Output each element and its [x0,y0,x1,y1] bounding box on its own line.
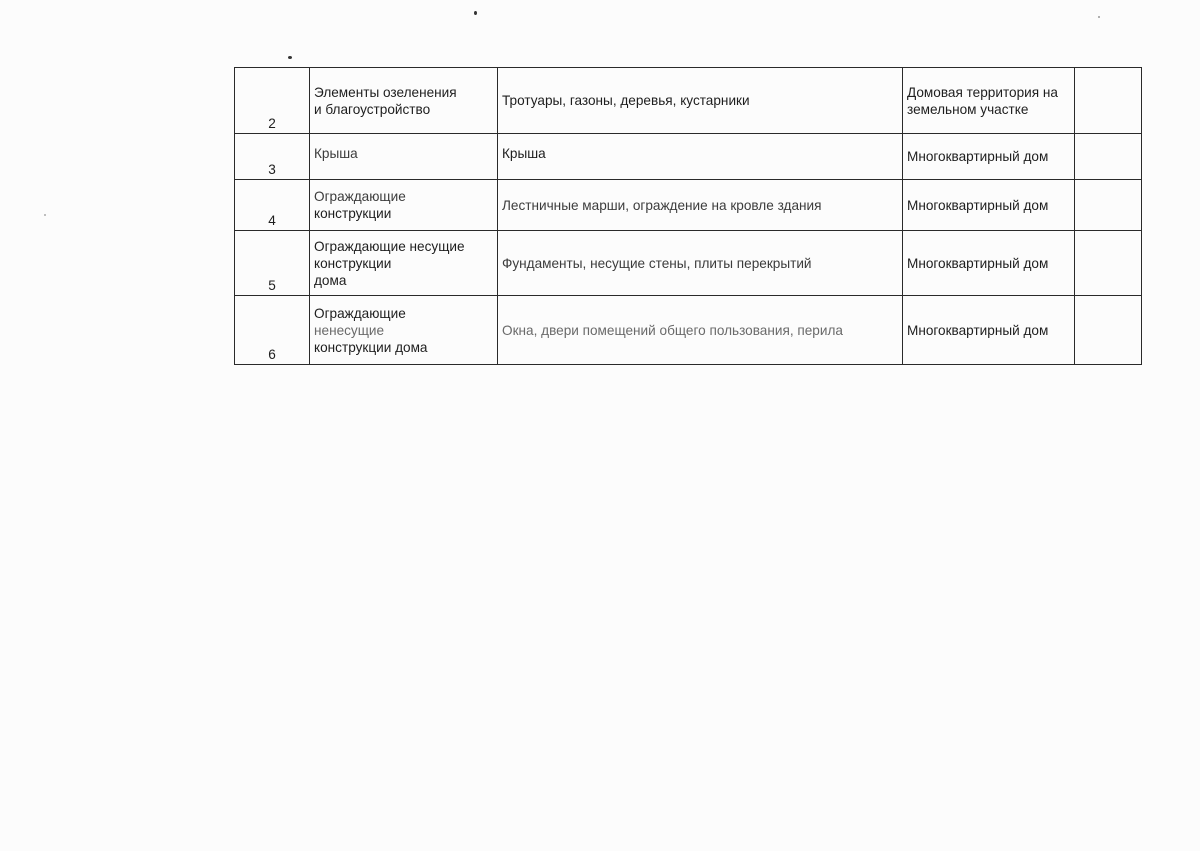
element-cell: Ограждающие несущие конструкции дома [310,231,498,296]
element-cell: Ограждающие конструкции [310,180,498,231]
row-number: 2 [235,68,310,134]
element-cell: Крыша [310,134,498,180]
empty-cell [1075,296,1142,365]
empty-cell [1075,134,1142,180]
document-table [234,67,1142,365]
table-row [235,231,1142,296]
components-cell: Фундаменты, несущие стены, плиты перекрытий [498,231,903,296]
row-number: 6 [235,296,310,365]
scan-speck [1098,16,1100,18]
table-row [235,296,1142,365]
empty-cell [1075,180,1142,231]
components-cell: Тротуары, газоны, деревья, кустарники [498,68,903,134]
table-row [235,68,1142,134]
element-cell: Элементы озеленения и благоустройство [310,68,498,134]
location-cell: Многоквартирный дом [903,231,1075,296]
location-cell: Многоквартирный дом [903,296,1075,365]
empty-cell [1075,231,1142,296]
location-cell: Домовая территория на земельном участке [903,68,1075,134]
components-cell: Лестничные марши, ограждение на кровле здания [498,180,903,231]
table-row [235,134,1142,180]
components-cell: Окна, двери помещений общего пользования, перила [498,296,903,365]
location-cell: Многоквартирный дом [903,180,1075,231]
location-cell: Многоквартирный дом [903,134,1075,180]
scan-speck [44,214,46,216]
table-row [235,180,1142,231]
element-cell: Ограждающие ненесущие конструкции дома [310,296,498,365]
components-cell: Крыша [498,134,903,180]
row-number: 4 [235,180,310,231]
empty-cell [1075,68,1142,134]
scan-speck [288,56,292,59]
row-number: 5 [235,231,310,296]
row-number: 3 [235,134,310,180]
scan-speck [474,11,477,15]
